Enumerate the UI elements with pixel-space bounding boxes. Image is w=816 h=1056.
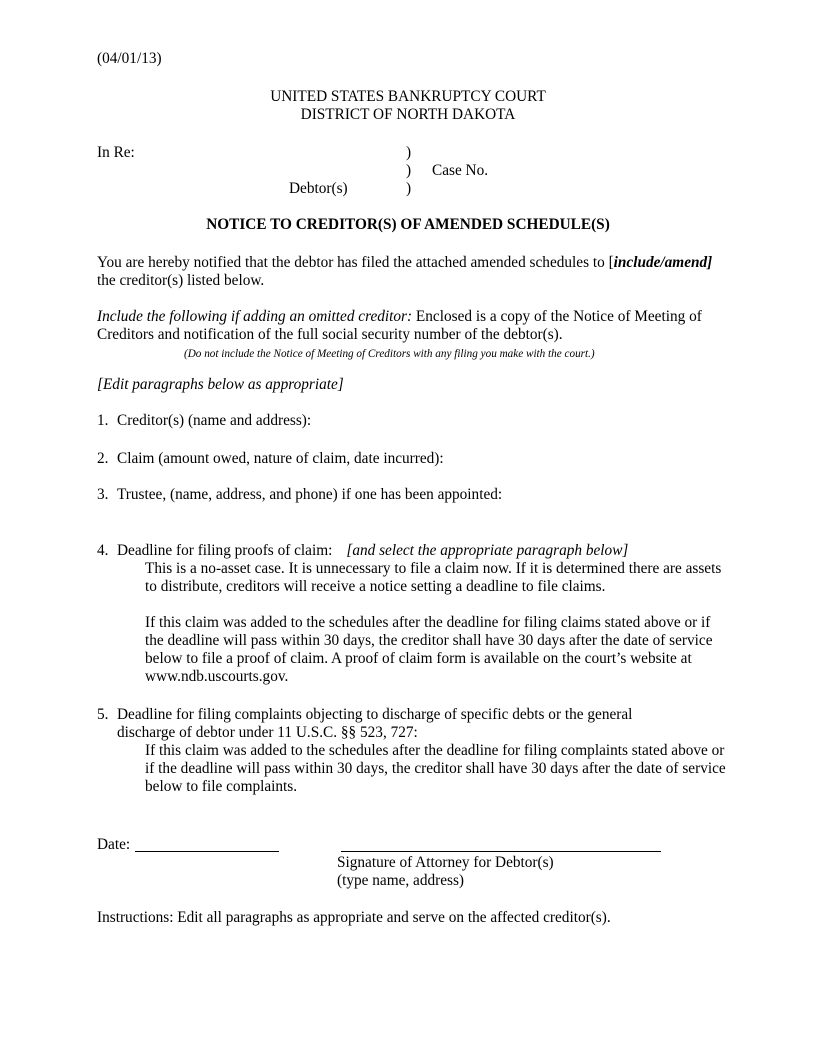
intro-line-1: You are hereby notified that the debtor has filed the attached amended schedules to [include/amend] — [97, 254, 713, 271]
omitted-note: (Do not include the Notice of Meeting of Creditors with any filing you make with the court.) — [184, 348, 595, 360]
item-5-para: below to file complaints. — [145, 778, 298, 795]
item-4-para-2: the deadline will pass within 30 days, the creditor shall have 30 days after the date of service — [145, 632, 713, 649]
item-5-para: if the deadline will pass within 30 days, the creditor shall have 30 days after the date of service — [145, 760, 726, 777]
date-label: Date: — [97, 836, 131, 853]
omitted-italic-lead: Include the following if adding an omitted creditor: — [97, 308, 413, 325]
court-district: DISTRICT OF NORTH DAKOTA — [300, 106, 516, 123]
instructions: Instructions: Edit all paragraphs as appropriate and serve on the affected creditor(s). — [97, 909, 611, 926]
item-3: 3. Trustee, (name, address, and phone) if one has been appointed: — [97, 486, 503, 503]
caption-paren: ) — [406, 162, 412, 179]
court-website: www.ndb.uscourts.gov. — [145, 668, 289, 685]
include-amend-placeholder: include/amend] — [613, 254, 713, 271]
item-5-heading-line-2: discharge of debtor under 11 U.S.C. §§ 523, 727: — [117, 724, 418, 741]
signature-label: Signature of Attorney for Debtor(s) — [337, 854, 554, 871]
court-name: UNITED STATES BANKRUPTCY COURT — [270, 88, 546, 105]
intro-line-2: the creditor(s) listed below. — [97, 272, 265, 289]
case-no-label: Case No. — [432, 162, 489, 179]
caption-paren: ) — [406, 144, 412, 161]
signature-sublabel: (type name, address) — [337, 872, 464, 889]
in-re-label: In Re: — [97, 144, 135, 161]
debtor-label: Debtor(s) — [289, 180, 348, 197]
caption-paren: ) — [406, 180, 412, 197]
item-4-para-1: to distribute, creditors will receive a notice setting a deadline to file claims. — [145, 578, 606, 595]
item-4-heading: 4. Deadline for filing proofs of claim: [and select the appropriate paragraph below] — [97, 542, 629, 559]
item-1: 1. Creditor(s) (name and address): — [97, 412, 312, 429]
date-blank-line[interactable] — [135, 851, 279, 852]
signature-line[interactable] — [341, 851, 661, 852]
item-2: 2. Claim (amount owed, nature of claim, date incurred): — [97, 450, 444, 467]
omitted-line-1: Include the following if adding an omitted creditor: Enclosed is a copy of the Notice of Meeting of — [97, 308, 702, 325]
notice-title: NOTICE TO CREDITOR(S) OF AMENDED SCHEDULE(S) — [206, 216, 610, 233]
item-4-italic-instruction: [and select the appropriate paragraph below] — [346, 542, 629, 559]
omitted-line-2: Creditors and notification of the full social security number of the debtor(s). — [97, 326, 563, 343]
item-5-heading: 5. Deadline for filing complaints objecting to discharge of specific debts or the general — [97, 706, 633, 723]
item-4-para-2: If this claim was added to the schedules after the deadline for filing claims stated above or if — [145, 614, 711, 631]
item-4-para-2: below to file a proof of claim. A proof of claim form is available on the court’s website at — [145, 650, 692, 667]
edit-note: [Edit paragraphs below as appropriate] — [97, 376, 344, 393]
item-5-para: If this claim was added to the schedules after the deadline for filing complaints stated above or — [145, 742, 725, 759]
item-4-para-1: This is a no-asset case. It is unnecessary to file a claim now. If it is determined there are assets — [145, 560, 722, 577]
form-date: (04/01/13) — [97, 50, 162, 67]
